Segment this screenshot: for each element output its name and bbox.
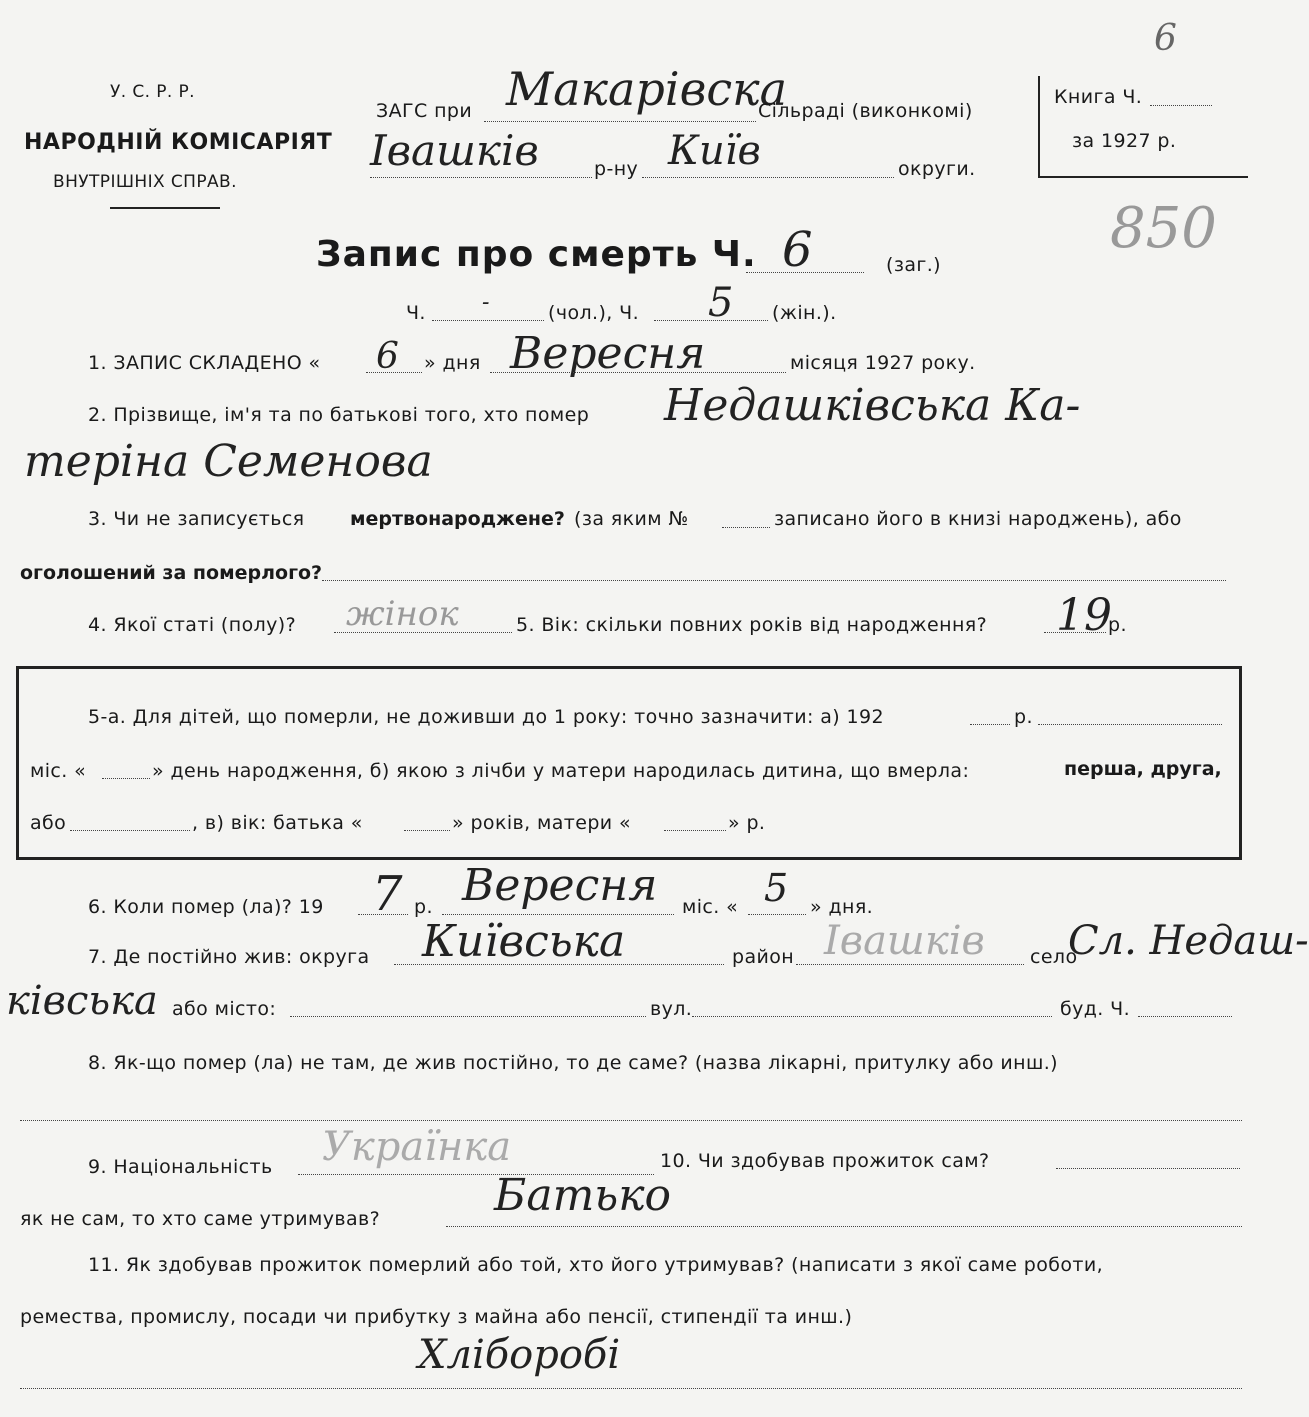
q3-label-declared: оголошений за померлого?	[20, 562, 323, 584]
q2-label: 2. Прізвище, ім'я та по батькові того, хто помер	[88, 404, 590, 426]
q5a-line2-b: » день народження, б) якою з лічби у матери народилась дитина, що вмерла:	[152, 760, 970, 782]
district-line	[370, 177, 592, 178]
ch-label: Ч.	[406, 302, 426, 324]
district-handwritten: Івашків	[370, 126, 539, 175]
corner-handwritten-top: 6	[1154, 18, 1177, 59]
q7-street-line	[692, 1016, 1052, 1017]
zags-handwritten: Макарівска	[506, 62, 788, 116]
female-count-handwritten: 5	[708, 280, 734, 326]
q7-label-c: село	[1030, 946, 1078, 968]
q9-nationality-handwritten: Українка	[322, 1124, 512, 1170]
zags-line	[484, 121, 756, 122]
q8-label: 8. Як-що помер (ла) не там, де жив постійно, то де саме? (назва лікарні, притулку або инш.)	[88, 1052, 1058, 1074]
q10-line	[1056, 1168, 1240, 1169]
okrugy-label: округи.	[898, 158, 976, 180]
q7-label-a: 7. Де постійно жив: округа	[88, 946, 370, 968]
q4-label: 4. Якої статі (полу)?	[88, 614, 297, 636]
q11-occupation-handwritten: Хліборобі	[418, 1332, 621, 1378]
book-year: за 1927 р.	[1072, 130, 1177, 152]
q11-label-b: ремества, промислу, посади чи прибутку з майна або пенсії, стипендії та инш.)	[20, 1306, 853, 1328]
q3-label-stillborn: мертвонароджене?	[350, 508, 565, 530]
q5a-line3-c: » років, матери «	[452, 812, 631, 834]
q3-label-c: (за яким №	[574, 508, 689, 530]
q2-name-handwritten-2: теріна Семенова	[24, 436, 433, 487]
q5a-mother-age-line	[664, 830, 726, 831]
q5a-year-unit: р.	[1014, 706, 1033, 728]
q6-label-c: міс. «	[682, 896, 739, 918]
q1-label-c: місяця 1927 року.	[790, 352, 976, 374]
header-underline	[110, 207, 220, 209]
q3-number-line	[722, 527, 770, 528]
q5a-line3-d: » р.	[728, 812, 766, 834]
q4-sex-handwritten: жінок	[346, 594, 459, 634]
book-box-bottom-border	[1038, 176, 1248, 178]
q1-label-a: 1. ЗАПИС СКЛАДЕНО «	[88, 352, 321, 374]
infant-box-right	[1239, 666, 1242, 860]
rnu-label: р-ну	[594, 158, 639, 180]
q2-name-handwritten-1: Недашківська Ка-	[664, 380, 1081, 431]
q5-age-handwritten: 19	[1056, 590, 1112, 641]
okrug-line	[642, 177, 894, 178]
infant-box-left	[16, 666, 19, 860]
selrada-label: Сільраді (виконкомі)	[758, 100, 973, 122]
zags-prefix: ЗАГС при	[376, 100, 473, 122]
q7-rayon-line	[796, 964, 1024, 965]
internal-affairs-label: ВНУТРІШНІХ СПРАВ.	[53, 172, 237, 192]
q7-okrug-line	[394, 964, 724, 965]
q10-label: 10. Чи здобував прожиток сам?	[660, 1150, 990, 1172]
q5-label: 5. Вік: скільки повних років від народження?	[516, 614, 988, 636]
male-count-line	[432, 320, 544, 321]
q8-answer-line	[20, 1120, 1242, 1121]
q6-label-b: р.	[414, 896, 433, 918]
q7-selo-handwritten-2: ківська	[6, 978, 158, 1024]
zag-label: (заг.)	[886, 254, 941, 276]
q1-month-handwritten: Вересня	[510, 328, 706, 379]
okrug-handwritten: Київ	[668, 128, 761, 174]
q10b-line	[446, 1226, 1242, 1227]
q5-age-line	[1044, 632, 1106, 633]
q7-okrug-handwritten: Київська	[422, 916, 626, 967]
q3-label-d: записано його в книзі народжень), або	[774, 508, 1182, 530]
record-title: Запис про смерть Ч.	[316, 234, 757, 275]
record-number-line	[746, 272, 864, 273]
q3-label-a: 3. Чи не записується	[88, 508, 305, 530]
q7-selo-handwritten: Сл. Недаш-	[1068, 918, 1309, 964]
q6-month-handwritten: Вересня	[462, 860, 658, 911]
q6-label-a: 6. Коли помер (ла)? 19	[88, 896, 324, 918]
q7-label-b: район	[732, 946, 795, 968]
q1-day-line	[366, 372, 422, 373]
q10b-supporter-handwritten: Батько	[494, 1170, 672, 1221]
q6-month-line	[442, 914, 674, 915]
q7-city-line	[290, 1016, 646, 1017]
q6-day-handwritten: 5	[764, 866, 789, 910]
q6-label-d: » дня.	[810, 896, 874, 918]
q5a-day-line	[102, 778, 150, 779]
corner-handwritten-side: 850	[1110, 196, 1217, 261]
book-line	[1150, 105, 1212, 106]
q7-label-f: буд. Ч.	[1060, 998, 1131, 1020]
record-number-handwritten: 6	[782, 222, 813, 278]
q5a-line2-a: міс. «	[30, 760, 87, 782]
male-count-handwritten: -	[482, 290, 490, 315]
q4-line	[334, 632, 512, 633]
q6-year-handwritten: 7	[372, 866, 403, 922]
q5a-line3-a: або	[30, 812, 67, 834]
q7-house-line	[1138, 1016, 1232, 1017]
q5-unit: р.	[1108, 614, 1127, 636]
q1-month-line	[490, 372, 786, 373]
q7-rayon-handwritten: Івашків	[824, 918, 985, 964]
q11-label-a: 11. Як здобував прожиток померлий або той, хто його утримував? (написати з якої саме роботи,	[88, 1254, 1104, 1276]
q7-label-d: або місто:	[172, 998, 277, 1020]
q5a-order-line	[70, 830, 190, 831]
chol-label: (чол.), Ч.	[548, 302, 640, 324]
q5a-year-line	[970, 724, 1010, 725]
q7-label-e: вул.	[650, 998, 693, 1020]
q5a-line2-c: перша, друга,	[1064, 758, 1222, 780]
q1-label-b: » дня	[424, 352, 481, 374]
infant-box-top	[16, 666, 1242, 669]
q5a-month-line	[1038, 724, 1222, 725]
q5a-father-age-line	[404, 830, 450, 831]
ussr-label: У. С. Р. Р.	[110, 82, 195, 102]
q9-label: 9. Національність	[88, 1156, 273, 1178]
q6-year-line	[358, 914, 408, 915]
q5a-line1: 5-а. Для дітей, що померли, не доживши до 1 року: точно зазначити: а) 192	[88, 706, 885, 728]
q11-answer-line	[20, 1388, 1242, 1389]
zhin-label: (жін.).	[772, 302, 837, 324]
female-count-line	[654, 320, 768, 321]
book-box-left-border	[1038, 76, 1040, 178]
book-label: Книга Ч.	[1054, 86, 1143, 108]
q1-day-handwritten: 6	[376, 336, 399, 377]
q5a-line3-b: , в) вік: батька «	[192, 812, 363, 834]
commissariat-label: НАРОДНІЙ КОМІСАРІЯТ	[24, 130, 333, 155]
q10b-label: як не сам, то хто саме утримував?	[20, 1208, 381, 1230]
q3-declared-line	[322, 580, 1226, 581]
q6-day-line	[748, 914, 806, 915]
